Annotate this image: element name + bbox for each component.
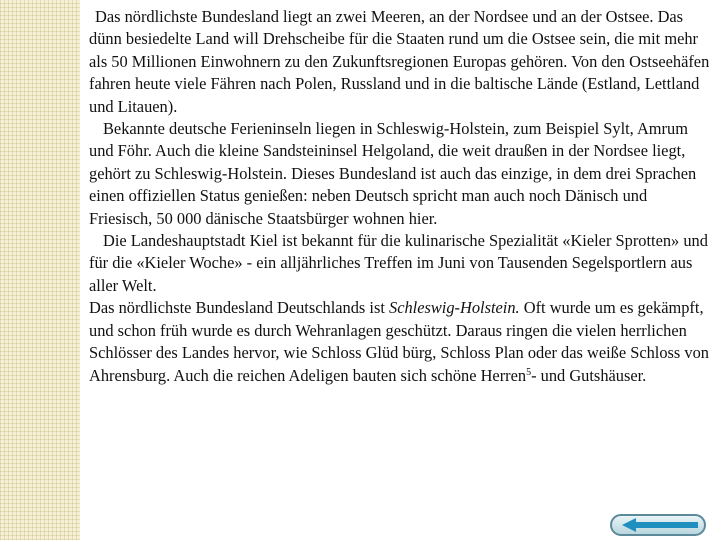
paragraph-castles — [89, 297, 711, 387]
document-text — [89, 6, 711, 387]
castles-text-start: Das nördlichste Bundesland Deutschlands ist — [89, 298, 389, 318]
paragraph-kiel: Die Landeshauptstadt Kiel ist bekannt für die kulinarische Spezialität «Kieler Sprotten» und für die «Kieler Woche» - ein alljährliches Treffen im Juni von Tausenden Segelsportlern aus aller Welt. — [89, 231, 708, 295]
state-name-italic: Schleswig-Holstein. — [389, 298, 520, 318]
footnote-marker: 5 — [526, 366, 532, 378]
arrow-left-icon — [622, 518, 698, 532]
castles-text-middle: Oft wurde um es gekämpft, und schon früh wurde es durch Wehranlagen geschützt. Daraus ringen die vielen herrlichen Schlösser des Landes hervor, wie Schloss Glüd bürg, Schloss Plan oder das weiße Schloss von Ahrensburg. Auch die reichen Adeligen bauten sich schöne Herren — [89, 298, 709, 385]
castles-text-end: - und Gutshäuser. — [531, 365, 647, 385]
paragraph-islands: Bekannte deutsche Ferieninseln liegen in Schleswig-Holstein, zum Beispiel Sylt, Amrum und Föhr. Auch die kleine Sandsteininsel Helgoland, die weit draußen in der Nordsee liegt, gehört zu Schleswig-Holstein. Dieses Bundesland ist auch das einzige, in dem drei Sprachen einen offiziellen Status genießen: neben Deutsch spricht man auch noch Dänisch und Friesisch, 50 000 dänische Staatsbürger wohnen hier. — [89, 119, 697, 228]
paragraph-baltic-sea: Das nördlichste Bundesland liegt an zwei Meeren, an der Nordsee und an der Ostsee. Das dünn besiedelte Land will Drehscheibe für die Staaten rund um die Ostsee sein, die mit mehr als 50 Millionen Einwohnern zu den Zukunftsregionen Europas gehören. Von den Ostseehäfen fahren heute viele Fähren nach Polen, Russland und in die baltische Lände (Estland, Lettland und Litauen). — [89, 7, 710, 116]
back-button[interactable] — [610, 514, 706, 536]
decorative-side-pattern — [0, 0, 80, 540]
